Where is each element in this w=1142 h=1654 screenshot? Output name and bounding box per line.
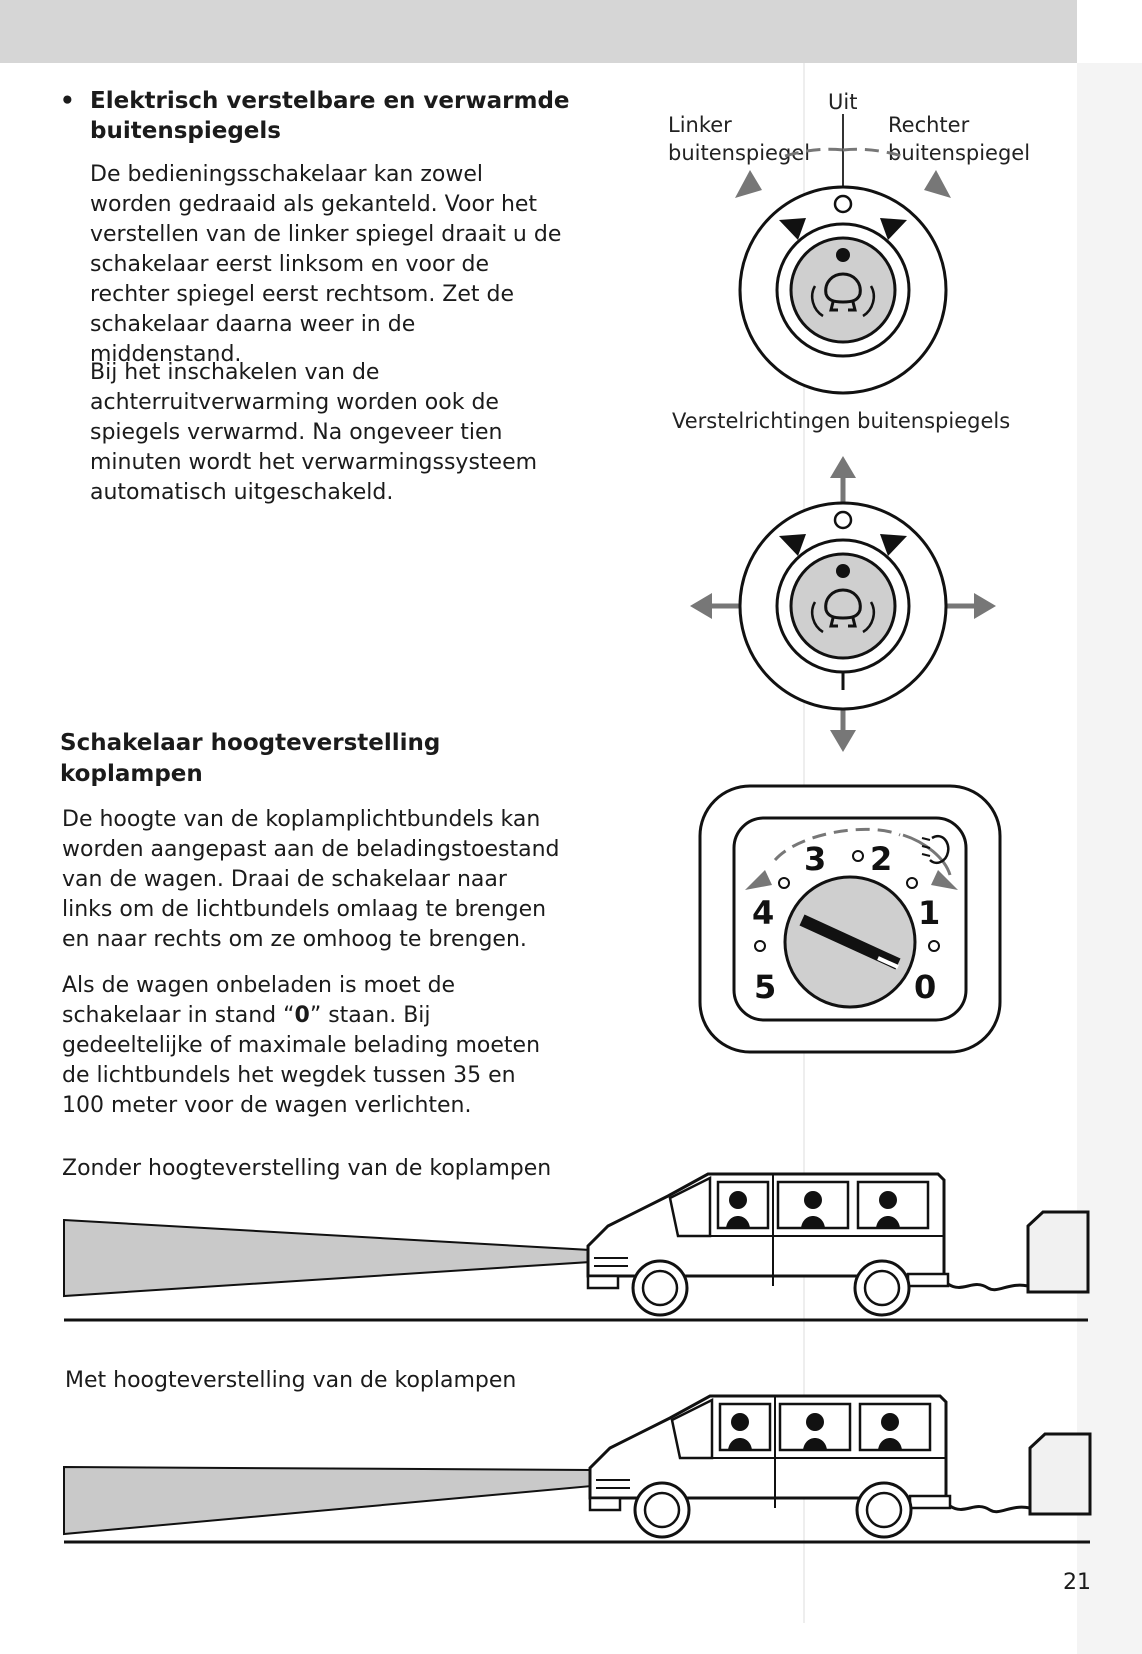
mirror-switch-icon: [735, 114, 951, 393]
van-with-leveling-icon: [64, 1396, 1090, 1542]
label-left-mirror: Linker buitenspiegel: [668, 113, 811, 165]
switch-position-2: 2: [870, 840, 893, 878]
position-zero-bold: 0: [294, 1003, 310, 1028]
mirror-figure-caption: Verstelrichtingen buitenspiegels: [672, 409, 1011, 433]
headlamp-heading: Schakelaar hoogteverstelling koplampen: [60, 730, 441, 787]
bullet-dot: •: [60, 88, 75, 114]
headlamp-paragraph-2-b: ” staan. Bij gedeeltelijke of maximale belading moeten de lichtbundels het wegdek tussen 35 en 100 meter voor de wagen verlichten.: [62, 1003, 541, 1118]
switch-position-0: 0: [914, 968, 937, 1006]
headlamp-paragraph-1: De hoogte van de koplamplichtbundels kan worden aangepast aan de beladingstoestand van de wagen. Draai de schakelaar naar links om de lichtbundels omlaag te brengen en naar rechts om ze omhoog te brengen.: [62, 807, 560, 952]
switch-position-1: 1: [918, 894, 941, 932]
label-right-mirror: Rechter buitenspiegel: [888, 113, 1031, 165]
headlamp-paragraph-2-a: Als de wagen onbeladen is moet de schakelaar in stand “: [62, 973, 456, 1028]
van-without-leveling-icon: [64, 1174, 1088, 1320]
caption-without-leveling: Zonder hoogteverstelling van de koplampen: [62, 1156, 552, 1181]
page-number: 21: [1063, 1570, 1091, 1595]
mirror-heading-text: Elektrisch verstelbare en verwarmde buitenspiegels: [90, 88, 570, 144]
switch-position-5: 5: [754, 968, 777, 1006]
headlamp-range-icon: [700, 786, 1000, 1052]
switch-position-3: 3: [804, 840, 827, 878]
label-off: Uit: [828, 90, 858, 114]
switch-position-4: 4: [752, 894, 775, 932]
mirror-paragraph-2: Bij het inschakelen van de achterruitverwarming worden ook de spiegels verwarmd. Na ongeveer tien minuten wordt het verwarmingssysteem automatisch uitgeschakeld.: [90, 360, 538, 505]
mirror-paragraph-1: De bedieningsschakelaar kan zowel worden gedraaid als gekanteld. Voor het verstellen van de linker spiegel draait u de schakelaar eerst linksom en voor de rechter spiegel eerst rechtsom. Zet de schakelaar daarna weer in de middenstand.: [90, 162, 562, 367]
caption-with-leveling: Met hoogteverstelling van de koplampen: [65, 1368, 517, 1393]
mirror-adjust-directions-icon: [690, 456, 996, 752]
